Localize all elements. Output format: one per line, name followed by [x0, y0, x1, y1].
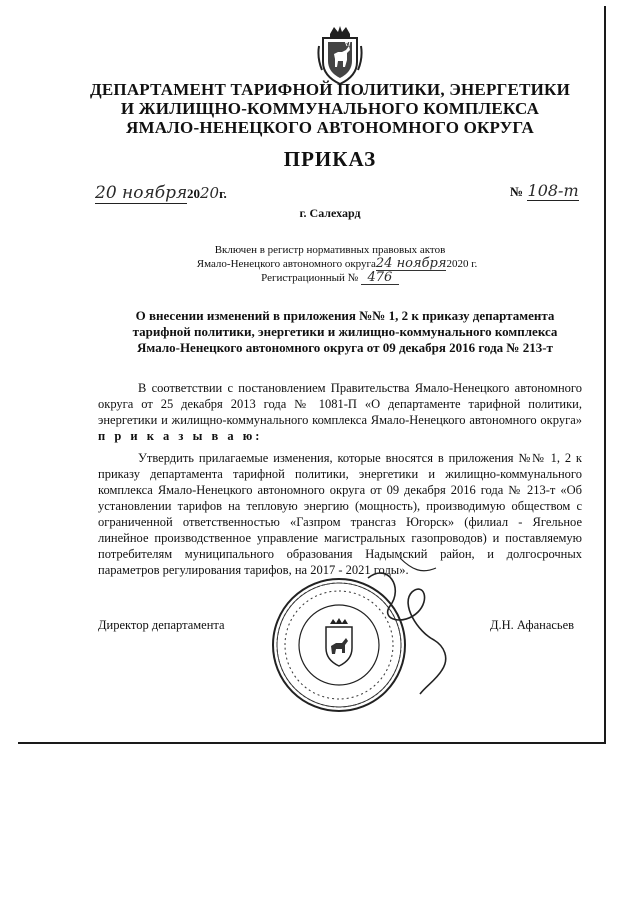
department-title [60, 80, 600, 137]
page-edge-bottom [18, 742, 606, 744]
coat-of-arms-icon [316, 24, 364, 86]
registry-number-handwritten: 476 [361, 271, 399, 285]
registry-stamp [150, 244, 510, 285]
city: г. Салехард [299, 206, 361, 220]
registry-line-2 [150, 257, 510, 271]
number-sign: № [510, 184, 524, 199]
preamble-order-word: п р и к а з ы в а ю: [98, 429, 263, 443]
year-suffix: г. [219, 186, 227, 201]
signature-title: Директор департамента [98, 618, 225, 632]
body-text: Утвердить прилагаемые изменения, которые вносятся в приложения №№ 1, 2 к приказу департамента тарифной политики, энергетики и жилищно-коммунального комплекса Ямало-Ненецкого автономного округа от 09 декабря 2016 года № 213-т «Об установлении тарифов на тепловую энергию (мощность), производимую обществом с ограниченной ответственностью «Газпром трансгаз Югорск» (филиал - Ягельное линейное производственное управление магистральных газопроводов) и поставляемую потребителям муниципального образования Надымский район, и долгосрочных параметров регулирования тарифов, на 2017 - 2021 годы». [98, 451, 582, 577]
year-handwritten: 20 [200, 184, 220, 202]
registry-line-1: Включен в регистр нормативных правовых актов [214, 244, 446, 256]
registry-number-label: Регистрационный № [261, 272, 359, 284]
order-subject [98, 308, 592, 356]
order-date [95, 183, 227, 204]
number-handwritten: 108-т [527, 181, 579, 200]
preamble-text: В соответствии с постановлением Правительства Ямало-Ненецкого автономного округа от 25 декабря 2013 года № 1081-П «О департаменте тарифной политики, энергетики и жилищно-коммунального комплекса Ямало-Ненецкого автономного округа» [98, 381, 582, 427]
department-title-line: ЯМАЛО-НЕНЕЦКОГО АВТОНОМНОГО ОКРУГА [125, 118, 535, 137]
department-title-line: И ЖИЛИЩНО-КОММУНАЛЬНОГО КОМПЛЕКСА [120, 99, 540, 118]
registry-line-3 [150, 271, 510, 285]
date-handwritten: 20 ноября [95, 183, 188, 203]
order-number [510, 181, 579, 201]
department-title-line: ДЕПАРТАМЕНТ ТАРИФНОЙ ПОЛИТИКИ, ЭНЕРГЕТИКИ [89, 80, 571, 99]
document-type: ПРИКАЗ [283, 147, 377, 171]
body-paragraph [98, 450, 582, 578]
registry-date-handwritten: 24 ноября [375, 256, 447, 271]
subject-line: тарифной политики, энергетики и жилищно-коммунального комплекса [132, 324, 558, 339]
subject-line: О внесении изменений в приложения №№ 1, 2 к приказу департамента [135, 308, 555, 323]
handwritten-signature [360, 548, 470, 698]
preamble-paragraph [98, 380, 582, 444]
registry-region: Ямало-Ненецкого автономного округа [196, 258, 376, 270]
year-prefix: 20 [187, 186, 200, 201]
signature-name: Д.Н. Афанасьев [490, 618, 575, 632]
registry-year: 2020 г. [446, 258, 478, 270]
page-edge-right [604, 6, 606, 744]
subject-line: Ямало-Ненецкого автономного округа от 09 декабря 2016 года № 213-т [137, 340, 553, 355]
